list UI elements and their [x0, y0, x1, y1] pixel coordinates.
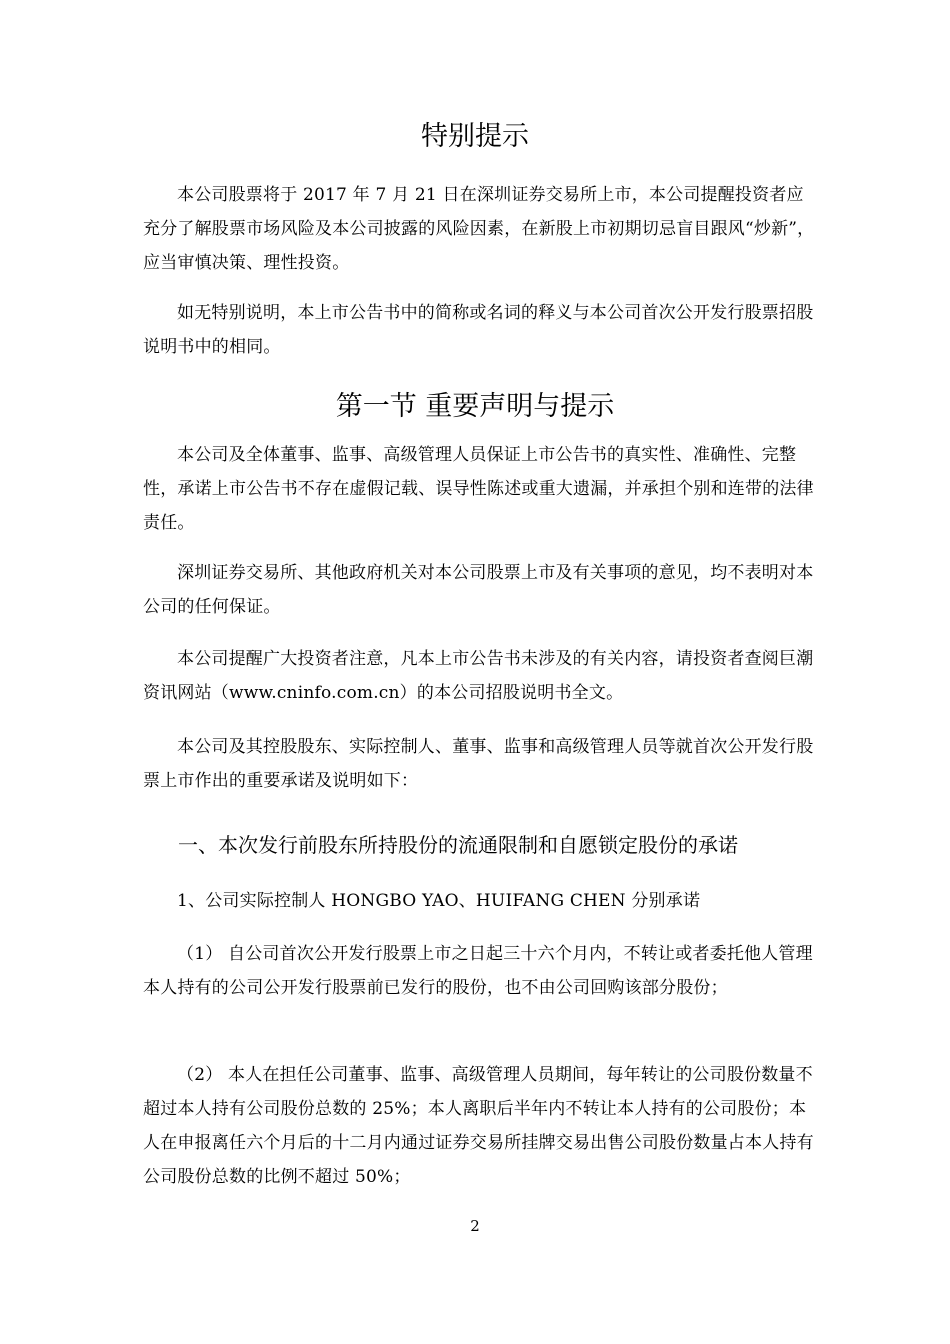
- page-number: 2: [470, 1217, 480, 1235]
- definitions-paragraph: 如无特别说明，本上市公告书中的简称或名词的释义与本公司首次公开发行股票招股说明书中的相同。: [143, 303, 814, 357]
- commitment-item-1: （1） 自公司首次公开发行股票上市之日起三十六个月内，不转让或者委托他人管理本人持有的公司公开发行股票前已发行的股份，也不由公司回购该部分股份；: [143, 944, 813, 998]
- exchange-disclaimer-paragraph: 深圳证券交易所、其他政府机关对本公司股票上市及有关事项的意见，均不表明对本公司的任何保证。: [143, 563, 814, 617]
- listing-date-paragraph: 本公司股票将于 2017 年 7 月 21 日在深圳证券交易所上市，本公司提醒投资者应充分了解股票市场风险及本公司披露的风险因素，在新股上市初期切忌盲目跟风“炒新”，应当审慎决策、理性投资。: [143, 185, 815, 273]
- investor-reminder-paragraph: 本公司提醒广大投资者注意，凡本上市公告书未涉及的有关内容，请投资者查阅巨潮资讯网站（www.cninfo.com.cn）的本公司招股说明书全文。: [143, 649, 814, 703]
- commitments-intro-paragraph: 本公司及其控股股东、实际控制人、董事、监事和高级管理人员等就首次公开发行股票上市作出的重要承诺及说明如下：: [143, 737, 814, 791]
- controller-commitment-paragraph: 1、公司实际控制人 HONGBO YAO、HUIFANG CHEN 分别承诺: [177, 891, 701, 911]
- section-one-title: 第一节 重要声明与提示: [335, 391, 615, 422]
- special-notice-title: 特别提示: [421, 121, 529, 152]
- directors-guarantee-paragraph: 本公司及全体董事、监事、高级管理人员保证上市公告书的真实性、准确性、完整性，承诺上市公告书不存在虚假记载、误导性陈述或重大遗漏，并承担个别和连带的法律责任。: [143, 445, 814, 533]
- lockup-commitment-heading: 一、本次发行前股东所持股份的流通限制和自愿锁定股份的承诺: [178, 833, 738, 857]
- commitment-item-2: （2） 本人在担任公司董事、监事、高级管理人员期间，每年转让的公司股份数量不超过本人持有公司股份总数的 25%；本人离职后半年内不转让本人持有的公司股份；本人在申报离任六个月后的十二月内通过证券交易所挂牌交易出售公司股份数量占本人持有公司股份总数的比例不超过 50%；: [143, 1065, 814, 1187]
